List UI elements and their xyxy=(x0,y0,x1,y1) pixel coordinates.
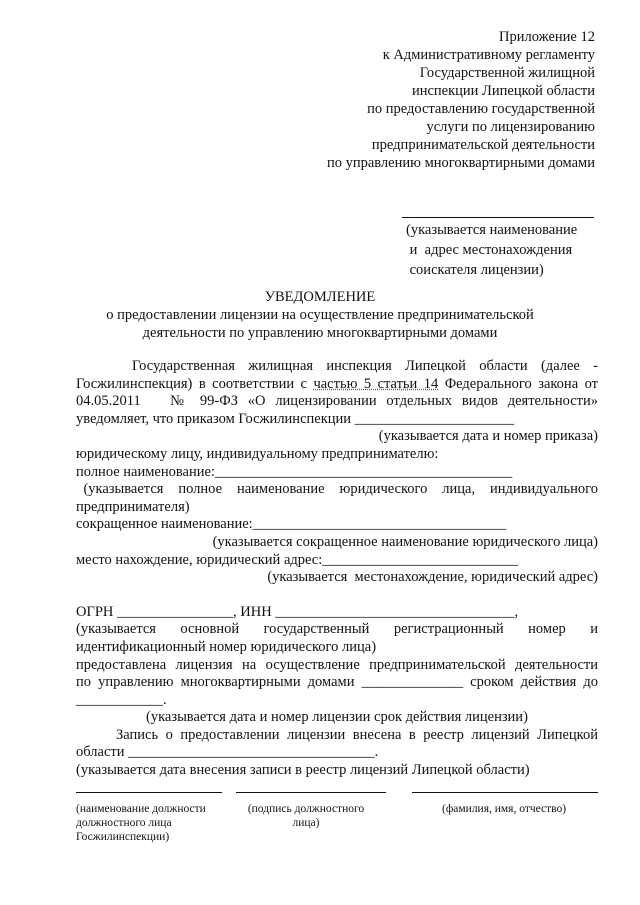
appendix-line: Приложение 12 xyxy=(499,29,595,45)
fullname-line xyxy=(412,786,598,793)
hint-registry: (указывается дата внесения записи в реестр лицензий Липецкой области) xyxy=(76,762,530,779)
location-field: место нахождение, юридический адрес:___________________________ xyxy=(76,551,519,568)
appendix-line: к Административному регламенту xyxy=(382,47,595,63)
hint-ogrn: (указывается основной государственный регистрационный номер и идентификационный номер юридического лица) xyxy=(76,621,602,655)
body-line xyxy=(76,376,598,394)
appendix-line: по управлению многоквартирными домами xyxy=(326,155,595,171)
ogrn-inn-field: ОГРН ________________, ИНН _________________________________, xyxy=(76,603,519,620)
law-article-link[interactable]: частью 5 статьи 14 xyxy=(313,375,439,392)
applicant-hint-line: (указывается наименование xyxy=(406,222,578,238)
appendix-line: по предоставлению государственной xyxy=(367,101,595,117)
document-body xyxy=(76,358,602,780)
appendix-line: предпринимательской деятельности xyxy=(371,137,595,153)
appendix-line: инспекции Липецкой области xyxy=(411,83,595,99)
recipient-line: юридическому лицу, индивидуальному предпринимателю: xyxy=(76,445,439,462)
caption-position: (наименование должности должностного лица Госжилинспекции) xyxy=(76,803,206,843)
body-line: уведомляет, что приказом Госжилинспекции ______________________ xyxy=(76,410,515,427)
body-line: Государственная жилищная инспекция Липецкой области (далее - xyxy=(132,358,598,374)
license-line: по управлению многоквартирными домами ______________ сроком действия до xyxy=(76,674,598,691)
body-line: 04.05.2011 № 99-ФЗ «О лицензировании отдельных видов деятельности» xyxy=(76,393,598,410)
appendix-header xyxy=(255,28,595,172)
subtitle-line: о предоставлении лицензии на осуществление предпринимательской xyxy=(106,307,534,323)
registry-line: Запись о предоставлении лицензии внесена в реестр лицензий Липецкой xyxy=(116,726,598,743)
signature-line xyxy=(236,786,386,793)
spacer xyxy=(76,587,598,604)
applicant-hint xyxy=(406,220,596,280)
position-line xyxy=(76,786,222,793)
applicant-block xyxy=(396,203,596,280)
full-name-field: полное наименование:_________________________________________ xyxy=(76,463,513,480)
appendix-line: Государственной жилищной xyxy=(419,65,595,81)
subtitle-line: деятельности по управлению многоквартирными домами xyxy=(142,325,498,341)
signature-block xyxy=(76,786,598,862)
applicant-hint-line: и адрес местонахождения xyxy=(406,242,573,258)
body-text: Федерального закона от xyxy=(438,375,598,392)
appendix-line: услуги по лицензированию xyxy=(426,119,595,135)
registry-line: области __________________________________. xyxy=(76,744,379,761)
applicant-hint-line: соискателя лицензии) xyxy=(406,262,544,278)
signature-captions xyxy=(76,802,598,862)
short-name-field: сокращенное наименование:___________________________________ xyxy=(76,516,507,533)
hint-short-name: (указывается сокращенное наименование юридического лица) xyxy=(212,533,598,550)
license-line: предоставлена лицензия на осуществление предпринимательской деятельности xyxy=(76,656,598,673)
license-line: ____________. xyxy=(76,691,167,708)
hint-order: (указывается дата и номер приказа) xyxy=(378,428,598,445)
body-text: Госжилинспекция) в соответствии с xyxy=(76,375,314,392)
document-title: УВЕДОМЛЕНИЕ xyxy=(264,289,376,305)
caption-fullname: (фамилия, имя, отчество) xyxy=(442,803,567,815)
hint-location: (указывается местонахождение, юридический адрес) xyxy=(267,569,598,586)
hint-full-name: (указывается полное наименование юридического лица, индивидуального предпринимателя) xyxy=(76,481,602,515)
document-subtitle xyxy=(40,306,600,342)
hint-license: (указывается дата и номер лицензии срок действия лицензии) xyxy=(146,709,528,726)
applicant-blank-line xyxy=(402,203,594,218)
caption-signature: (подпись должностного лица) xyxy=(247,803,365,829)
signature-lines xyxy=(76,786,598,796)
